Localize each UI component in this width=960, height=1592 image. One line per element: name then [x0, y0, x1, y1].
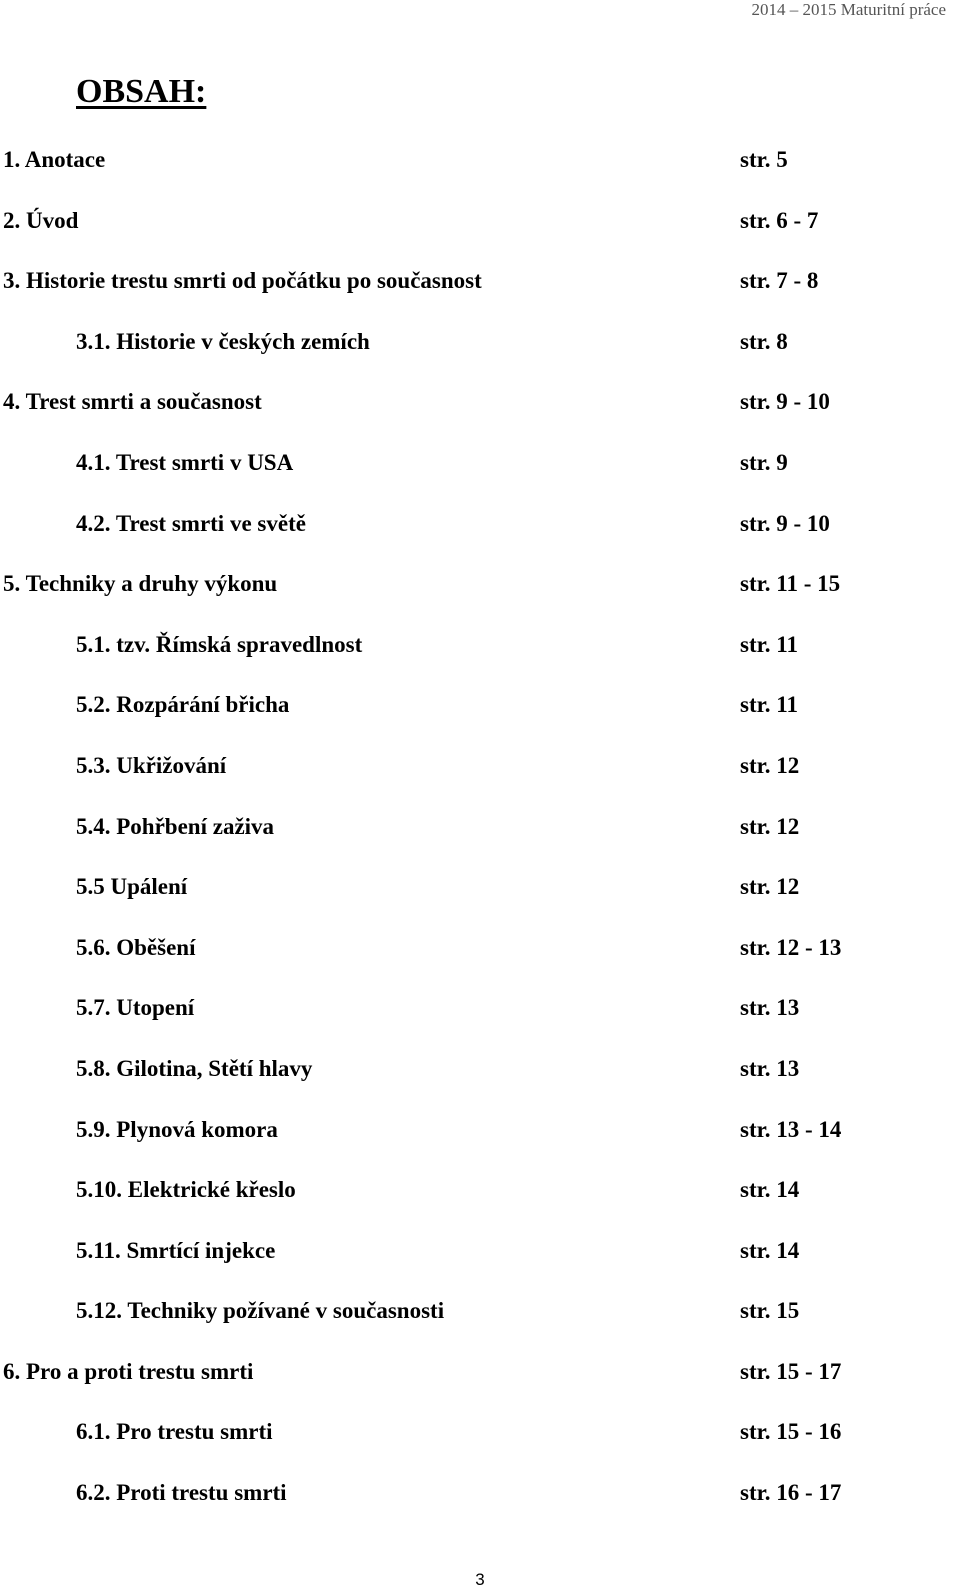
page-number: 3 [475, 1570, 485, 1589]
toc-entry-page: str. 13 - 14 [740, 1116, 842, 1142]
toc-entry-label: 1. Anotace [3, 147, 106, 172]
toc-entry-page: str. 11 [740, 692, 798, 718]
toc-subentry [0, 1231, 960, 1292]
toc-entry-page: str. 13 [740, 1055, 800, 1081]
toc-subentry [0, 867, 960, 928]
toc-subentry [0, 1049, 960, 1110]
toc-entry-label: 3.1. Historie v českých zemích [76, 328, 370, 354]
toc-entry-label: 5.4. Pohřbení zaživa [76, 813, 275, 839]
toc-entry-label: 5.9. Plynová komora [76, 1116, 278, 1142]
toc-entry-page: str. 9 - 10 [740, 510, 830, 536]
toc-subentry [0, 1412, 960, 1473]
toc-entry [0, 140, 960, 201]
toc-subentry [0, 807, 960, 868]
toc-entry-page: str. 11 - 15 [740, 571, 841, 597]
toc-entry-page: str. 12 - 13 [740, 934, 842, 960]
toc-entry-label: 5.5 Upálení [76, 874, 188, 900]
toc-entry-page: str. 12 [740, 874, 800, 900]
toc-entry [0, 261, 960, 322]
toc-entry-label: 5.12. Techniky požívané v současnosti [76, 1298, 445, 1324]
toc-entry-page: str. 12 [740, 813, 800, 839]
toc-entry-label: 5. Techniky a druhy výkonu [3, 571, 278, 597]
toc-entry-page: str. 11 [740, 631, 798, 657]
toc-entry-page: str. 7 - 8 [740, 268, 819, 294]
toc-entry-page: str. 15 - 16 [740, 1419, 842, 1445]
toc-subentry [0, 1110, 960, 1171]
toc-subentry [0, 746, 960, 807]
table-of-contents [0, 140, 960, 1534]
toc-entry-label: 5.11. Smrtící injekce [76, 1237, 276, 1263]
toc-entry-page: str. 6 - 7 [740, 207, 819, 233]
toc-subentry [0, 322, 960, 383]
toc-entry-page: str. 14 [740, 1237, 800, 1263]
toc-entry-page: str. 13 [740, 995, 800, 1021]
toc-entry [0, 564, 960, 625]
toc-entry-page: str. 15 [740, 1298, 800, 1324]
toc-entry [0, 382, 960, 443]
toc-entry-label: 5.8. Gilotina, Stětí hlavy [76, 1055, 313, 1081]
toc-entry-label: 6.1. Pro trestu smrti [76, 1419, 273, 1445]
toc-entry-label: 5.10. Elektrické křeslo [76, 1177, 296, 1203]
toc-entry-page: str. 14 [740, 1177, 800, 1203]
toc-entry [0, 1352, 960, 1413]
toc-entry-label: 2. Úvod [3, 207, 79, 233]
toc-entry-page: str. 16 - 17 [740, 1480, 842, 1506]
toc-entry-page: str. 12 [740, 752, 800, 778]
toc-entry-page: str. 5 [740, 147, 788, 172]
toc-entry-label: 5.2. Rozpárání břicha [76, 692, 290, 718]
toc-subentry [0, 928, 960, 989]
toc-entry-label: 5.6. Oběšení [76, 934, 196, 960]
toc-entry-label: 5.3. Ukřižování [76, 752, 227, 778]
toc-entry-page: str. 9 - 10 [740, 389, 830, 415]
toc-entry-label: 6.2. Proti trestu smrti [76, 1480, 287, 1506]
toc-subentry [0, 1473, 960, 1534]
toc-entry-label: 6. Pro a proti trestu smrti [3, 1358, 254, 1384]
toc-subentry [0, 988, 960, 1049]
toc-entry-page: str. 8 [740, 328, 788, 354]
toc-entry-label: 5.1. tzv. Římská spravedlnost [76, 631, 363, 657]
toc-entry-page: str. 9 [740, 449, 788, 475]
toc-entry [0, 201, 960, 262]
toc-entry-page: str. 15 - 17 [740, 1358, 842, 1384]
toc-subentry [0, 625, 960, 686]
toc-entry-label: 3. Historie trestu smrti od počátku po současnost [3, 268, 482, 294]
toc-subentry [0, 1291, 960, 1352]
page-header: 2014 – 2015 Maturitní práce [751, 0, 946, 19]
toc-subentry [0, 1170, 960, 1231]
toc-subentry [0, 685, 960, 746]
toc-entry-label: 5.7. Utopení [76, 995, 195, 1021]
toc-entry-label: 4.2. Trest smrti ve světě [76, 510, 306, 536]
toc-entry-label: 4.1. Trest smrti v USA [76, 449, 294, 475]
toc-entry-label: 4. Trest smrti a současnost [3, 389, 262, 415]
toc-subentry [0, 504, 960, 565]
toc-subentry [0, 443, 960, 504]
toc-title: OBSAH: [76, 73, 207, 110]
